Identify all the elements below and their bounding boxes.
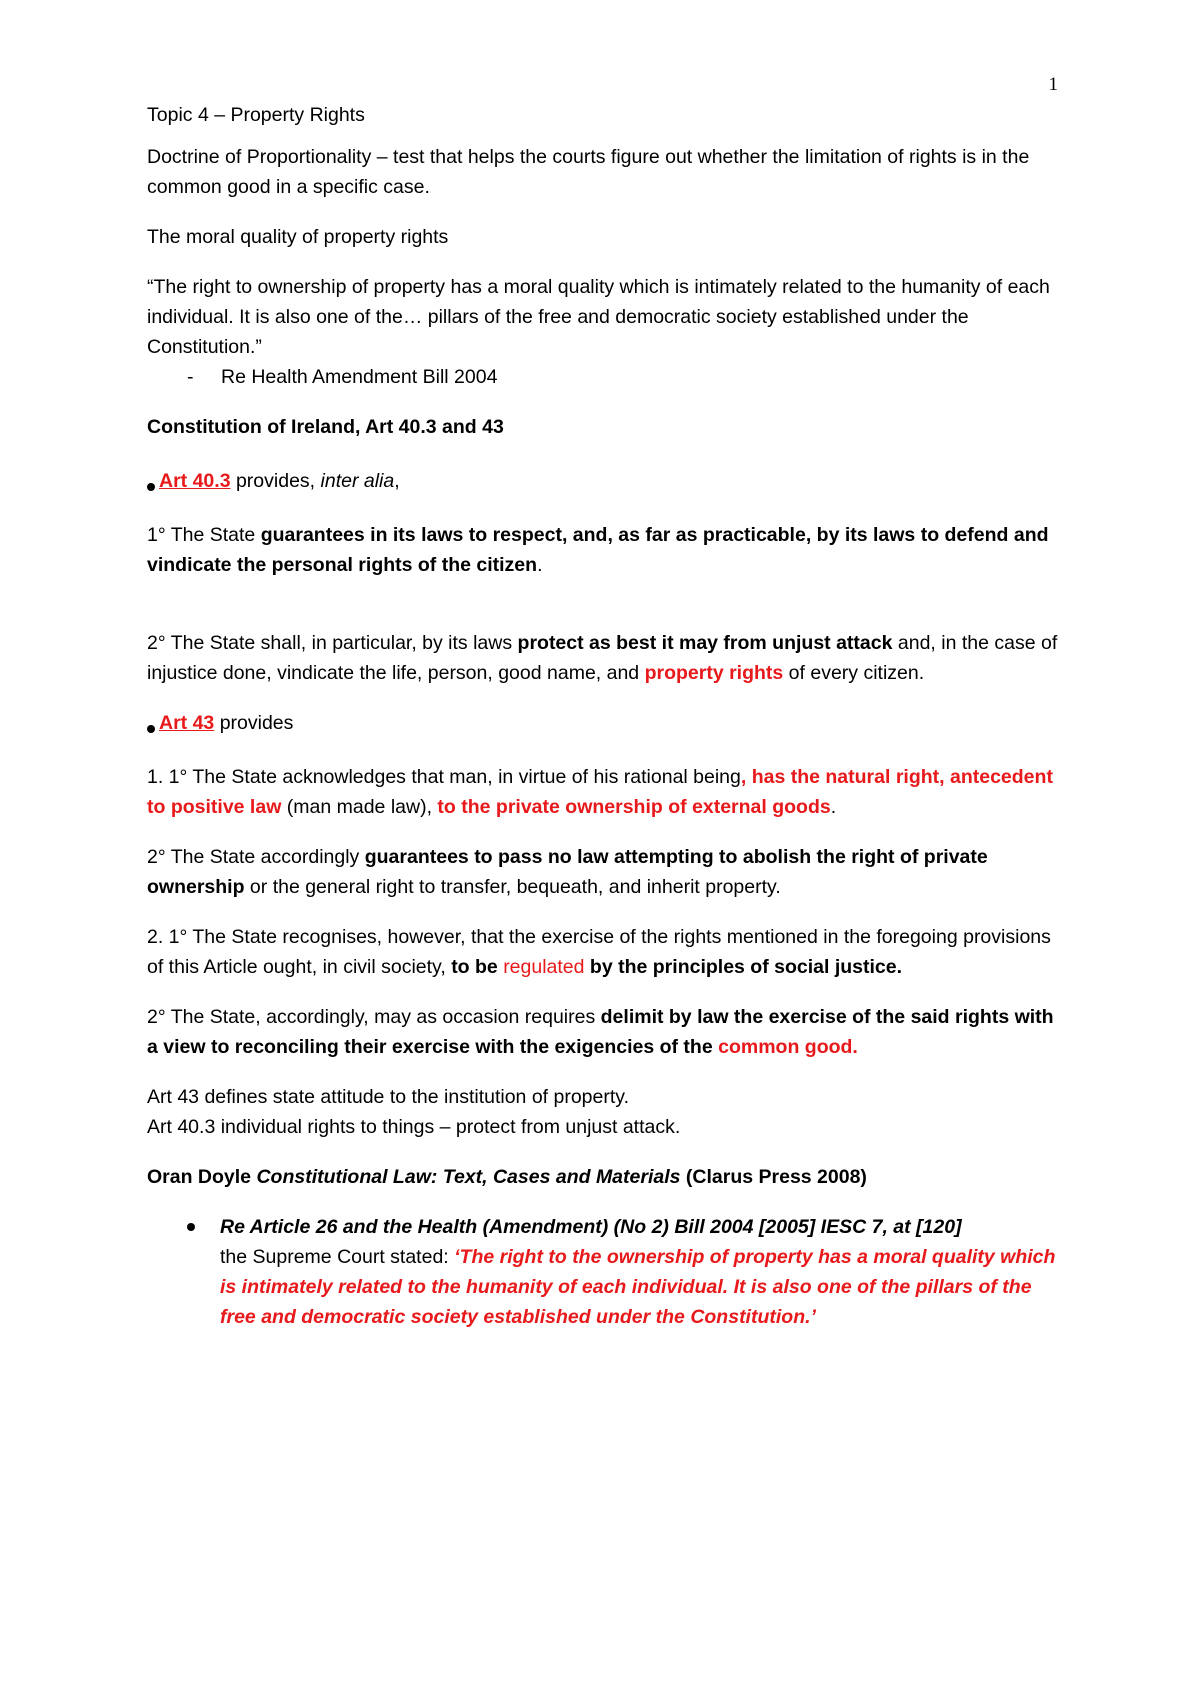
clause-text: of every citizen. [783, 662, 925, 684]
clause-text: . [830, 796, 837, 818]
art40-clause-2 [147, 628, 1067, 688]
clause-text: 1. 1° The State acknowledges that man, in virtue of his rational being [147, 766, 741, 788]
list-item [147, 1212, 1067, 1332]
art40-link[interactable]: Art 40.3 [159, 470, 231, 492]
art43-section-4 [147, 1002, 1067, 1062]
clause-highlight: to the private ownership of external goods [437, 796, 831, 818]
dash-marker: - [187, 366, 194, 388]
clause-text: (man made law), [281, 796, 438, 818]
doyle-reference [147, 1162, 1067, 1192]
clause-highlight: regulated [503, 956, 585, 978]
quote-source [147, 362, 1067, 392]
clause-text: 2° The State, accordingly, may as occasion requires [147, 1006, 601, 1028]
document-body [147, 100, 1067, 1332]
art40-intro [147, 466, 1067, 496]
quote-source-text: Re Health Amendment Bill 2004 [221, 366, 498, 388]
bullet-dot-icon [187, 1223, 195, 1231]
doctrine-term: Doctrine of Proportionality [147, 146, 372, 168]
clause-text: . [537, 554, 543, 576]
summary-line: Art 43 defines state attitude to the institution of property. [147, 1086, 630, 1108]
clause-highlight: common good. [718, 1036, 858, 1058]
clause-text: 2. 1° The State recognises, however, that the exercise of the rights mentioned in the foregoing provisions of this Article ought, in civil society, [147, 926, 1051, 978]
clause-text: 2° The State accordingly [147, 846, 365, 868]
art43-link[interactable]: Art 43 [159, 712, 215, 734]
clause-bold: guarantees in its laws to respect, and, as far as practicable, by its laws to defend and vindicate the personal rights of the citizen [147, 524, 1049, 576]
clause-text: 1° The State [147, 524, 261, 546]
art43-section-1 [147, 762, 1067, 822]
doyle-publisher: (Clarus Press 2008) [680, 1166, 867, 1188]
doyle-book: Constitutional Law: Text, Cases and Materials [256, 1166, 681, 1188]
art43-intro [147, 708, 1067, 738]
doctrine-paragraph [147, 142, 1067, 202]
art40-provides: provides, [230, 470, 321, 492]
inter-alia: inter alia [320, 470, 395, 492]
moral-quality-heading: The moral quality of property rights [147, 226, 449, 248]
clause-bold: by the principles of social justice. [584, 956, 903, 978]
clause-bold: guarantees to pass no law attempting to abolish the right of private ownership [147, 846, 988, 898]
case-citation: Re Article 26 and the Health (Amendment) (No 2) Bill 2004 [2005] IESC 7, at [120] [220, 1216, 962, 1238]
clause-bold: protect as best it may from unjust attack [517, 632, 893, 654]
case-list [147, 1212, 1067, 1332]
clause-bold: to be [451, 956, 504, 978]
clause-text: 2° The State shall, in particular, by its laws [147, 632, 518, 654]
art40-clause-1 [147, 520, 1067, 580]
summary-line: Art 40.3 individual rights to things – protect from unjust attack. [147, 1116, 681, 1138]
doctrine-definition: – test that helps the courts figure out whether the limitation of rights is in the common good in a specific case. [147, 146, 1030, 198]
art43-provides: provides [214, 712, 294, 734]
case-quote: ‘The right to the ownership of property has a moral quality which is intimately related to the humanity of each individual. It is also one of the pillars of the free and democratic society established under the Constitution.’ [220, 1246, 1056, 1328]
bullet-dot-icon [147, 483, 155, 491]
clause-text: and, in the case of injustice done, vindicate the life, person, good name, and [147, 632, 1058, 684]
bullet-dot-icon [147, 725, 155, 733]
clause-bold: delimit by law the exercise of the said rights with a view to reconciling their exercise with the exigencies of the [147, 1006, 1054, 1058]
art43-section-3 [147, 922, 1067, 982]
case-stated: the Supreme Court stated: [220, 1246, 455, 1268]
clause-highlight: property rights [644, 662, 784, 684]
clause-highlight: , has the natural right, antecedent to positive law [147, 766, 1053, 818]
clause-text: or the general right to transfer, bequeath, and inherit property. [244, 876, 781, 898]
page-number: 1 [1048, 74, 1058, 95]
constitution-heading: Constitution of Ireland, Art 40.3 and 43 [147, 416, 504, 438]
art43-section-2 [147, 842, 1067, 902]
page-title: Topic 4 – Property Rights [147, 104, 365, 126]
property-quote: “The right to ownership of property has a moral quality which is intimately related to the humanity of each individual. It is also one of the… pillars of the free and democratic society established under the Constitution.” [147, 276, 1050, 358]
art40-comma: , [394, 470, 400, 492]
doyle-author: Oran Doyle [147, 1166, 257, 1188]
